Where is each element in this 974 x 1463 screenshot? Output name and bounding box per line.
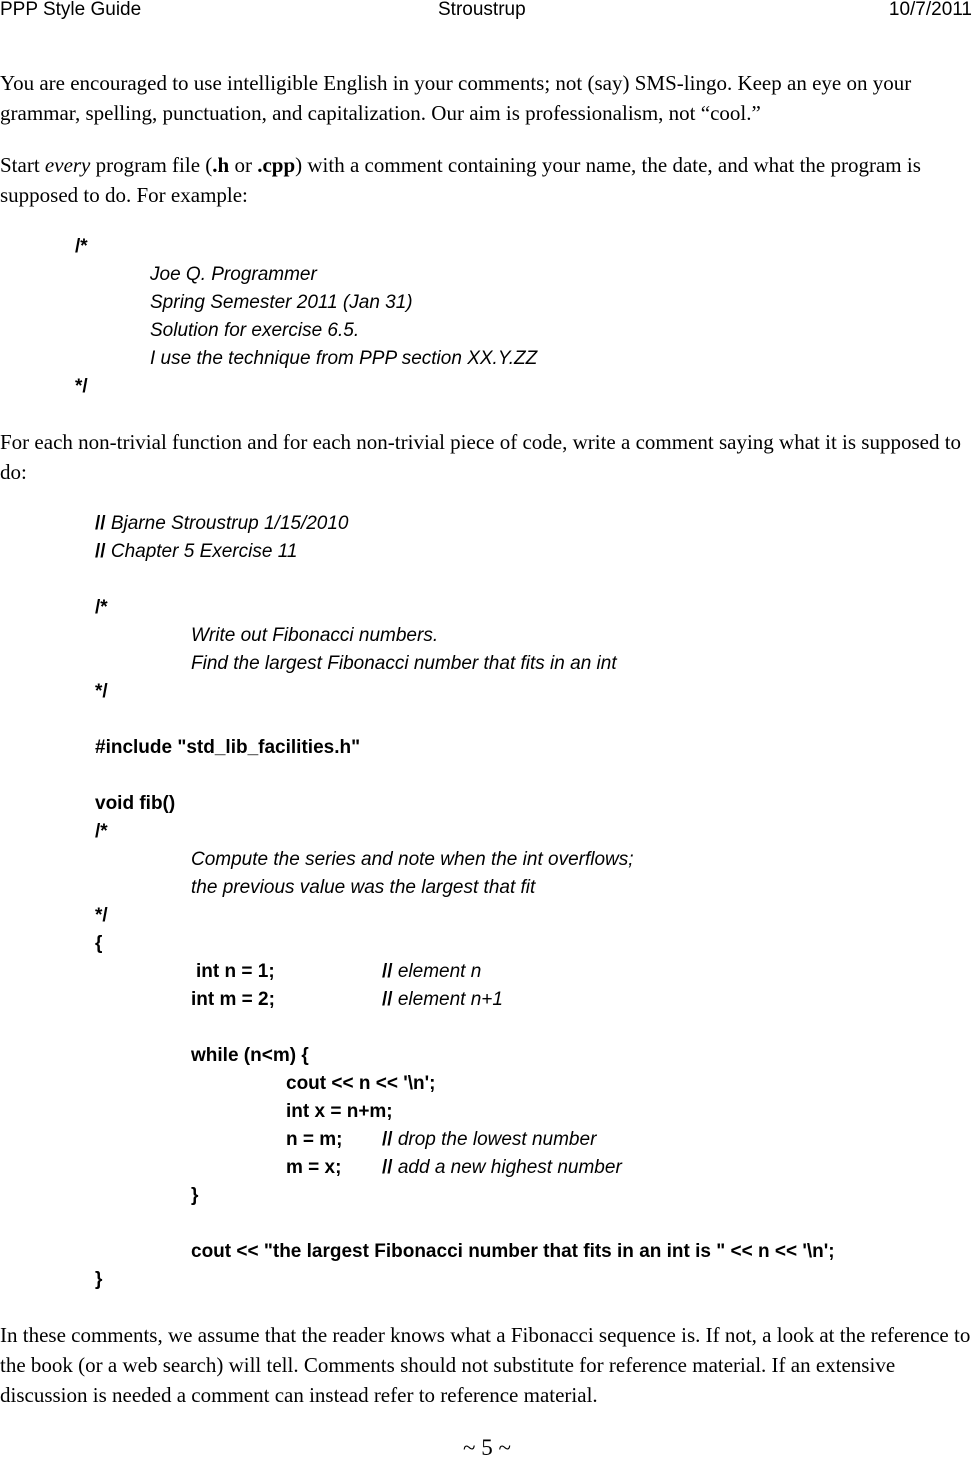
code-comment: // element n <box>382 961 482 982</box>
code-line: */ <box>95 905 108 926</box>
code-line: n = m; <box>286 1129 343 1150</box>
code-comment: // drop the lowest number <box>382 1129 597 1150</box>
code-line: { <box>95 933 103 954</box>
paragraph-reference-material: In these comments, we assume that the reader knows what a Fibonacci sequence is. If not, a look at the reference to the book (or a web search) will tell. Comments should not substitute for reference material. If an extensive discussion is needed a comment can instead refer to reference material. <box>0 1323 971 1407</box>
comment-line: Joe Q. Programmer <box>150 264 317 285</box>
code-line: */ <box>95 681 108 702</box>
code-line: } <box>95 1269 103 1290</box>
comment-open: /* <box>75 236 88 257</box>
code-line: } <box>191 1185 199 1206</box>
comment-line: Solution for exercise 6.5. <box>150 320 360 341</box>
code-line: /* <box>95 597 108 618</box>
comment-close: */ <box>75 376 88 397</box>
code-line: Write out Fibonacci numbers. <box>191 625 439 646</box>
comment-line: I use the technique from PPP section XX.Y.ZZ <box>150 348 538 369</box>
p2-h-ext: .h <box>212 153 230 177</box>
p2-every: every <box>44 153 91 177</box>
paragraph-function-comments: For each non-trivial function and for each non-trivial piece of code, write a comment saying what it is supposed to do: <box>0 430 962 484</box>
code-line: while (n<m) { <box>191 1045 309 1066</box>
code-line: cout << "the largest Fibonacci number that fits in an int is " << n << '\n'; <box>191 1241 835 1262</box>
paragraph-program-file <box>0 150 974 210</box>
p2-or: or <box>229 153 258 177</box>
code-comment: // element n+1 <box>382 989 503 1010</box>
code-line: the previous value was the largest that fit <box>191 877 536 898</box>
paragraph-comment-language: You are encouraged to use intelligible English in your comments; not (say) SMS-lingo. Keep an eye on your grammar, spelling, punctuation, and capitalization. Our aim is professionalism, not “cool.” <box>0 71 912 125</box>
code-comment: // add a new highest number <box>382 1157 622 1178</box>
code-line: #include "std_lib_facilities.h" <box>95 737 361 758</box>
p2-rest: ) with a comment containing your name, the date, and what the program is supposed to do. For example: <box>0 153 921 207</box>
p2-start: Start <box>0 153 45 177</box>
code-line: m = x; <box>286 1157 342 1178</box>
code-line: int m = 2; <box>191 989 275 1010</box>
code-line: Find the largest Fibonacci number that fits in an int <box>191 653 617 674</box>
code-line: int n = 1; <box>196 961 275 982</box>
header-date: 10/7/2011 <box>888 0 972 20</box>
code-line: cout << n << '\n'; <box>286 1073 436 1094</box>
code-line: // Chapter 5 Exercise 11 <box>95 541 298 562</box>
code-line: int x = n+m; <box>286 1101 393 1122</box>
p2-mid: program file ( <box>90 153 213 177</box>
comment-line: Spring Semester 2011 (Jan 31) <box>150 292 413 313</box>
code-line: /* <box>95 821 108 842</box>
header-author: Stroustrup <box>438 0 526 20</box>
code-line: void fib() <box>95 793 176 814</box>
code-line: // Bjarne Stroustrup 1/15/2010 <box>95 513 349 534</box>
p2-cpp-ext: .cpp <box>257 153 296 177</box>
code-line: Compute the series and note when the int overflows; <box>191 849 634 870</box>
page-number: ~ 5 ~ <box>463 1435 511 1460</box>
header-title: PPP Style Guide <box>0 0 142 20</box>
